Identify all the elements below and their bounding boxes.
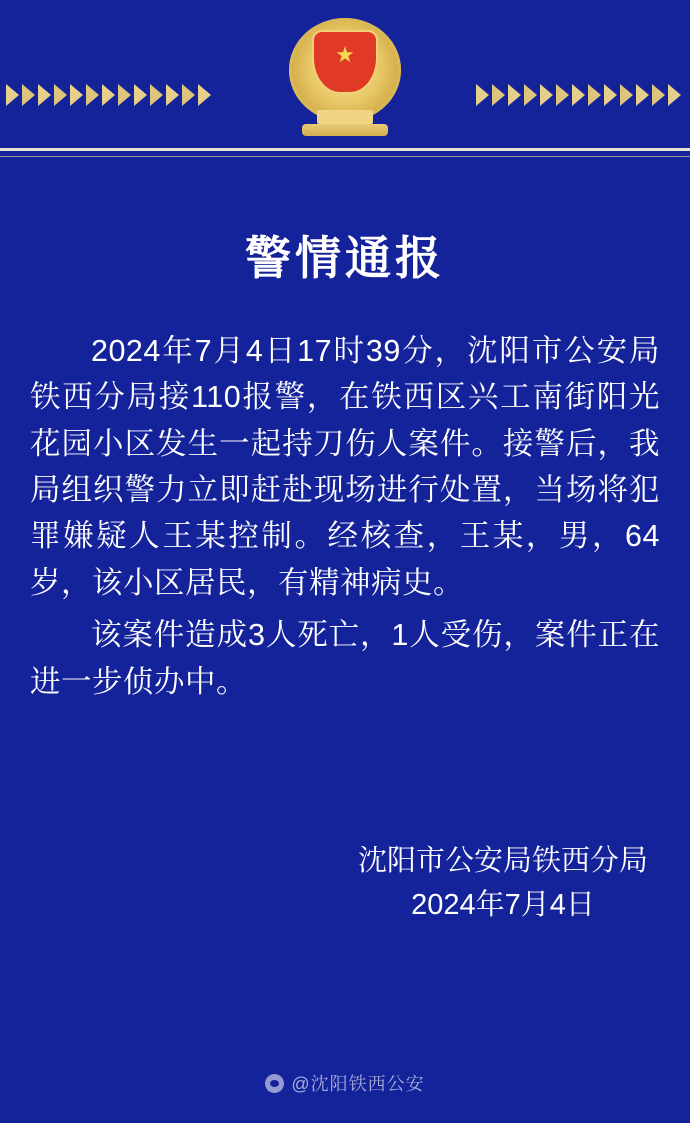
chevron-icon bbox=[86, 84, 99, 106]
divider-line bbox=[0, 148, 690, 151]
chevron-icon bbox=[524, 84, 537, 106]
chevron-icon bbox=[22, 84, 35, 106]
chevron-icon bbox=[102, 84, 115, 106]
chevron-row-left bbox=[6, 78, 214, 112]
chevron-icon bbox=[668, 84, 681, 106]
chevron-icon bbox=[588, 84, 601, 106]
chevron-icon bbox=[540, 84, 553, 106]
chevron-icon bbox=[492, 84, 505, 106]
chevron-icon bbox=[620, 84, 633, 106]
footer-account-label: @沈阳铁西公安 bbox=[291, 1074, 425, 1094]
chevron-icon bbox=[604, 84, 617, 106]
chevron-icon bbox=[54, 84, 67, 106]
chevron-icon bbox=[556, 84, 569, 106]
notice-paragraph-1: 2024年7月4日17时39分，沈阳市公安局铁西分局接110报警，在铁西区兴工南街阳光花园小区发生一起持刀伤人案件。接警后，我局组织警力立即赶赴现场进行处置，当场将犯罪嫌疑人王某控制。经核查，王某，男，64岁，该小区居民，有精神病史。 bbox=[30, 334, 660, 600]
chevron-icon bbox=[70, 84, 83, 106]
footer-watermark bbox=[0, 1043, 690, 1123]
chevron-icon bbox=[134, 84, 147, 106]
chevron-icon bbox=[652, 84, 665, 106]
chevron-icon bbox=[508, 84, 521, 106]
chevron-icon bbox=[572, 84, 585, 106]
poster-header bbox=[0, 0, 690, 148]
weibo-icon bbox=[265, 1074, 284, 1093]
emblem-star-icon: ★ bbox=[335, 42, 355, 67]
signature-organization: 沈阳市公安局铁西分局 bbox=[357, 845, 648, 877]
chevron-icon bbox=[166, 84, 179, 106]
police-emblem-icon bbox=[281, 14, 409, 138]
emblem-wall bbox=[317, 110, 373, 124]
page-title: 警情通报 bbox=[245, 232, 445, 284]
signature-block bbox=[358, 840, 648, 927]
chevron-icon bbox=[476, 84, 489, 106]
chevron-row-right bbox=[476, 78, 684, 112]
chevron-icon bbox=[198, 84, 211, 106]
signature-date: 2024年7月4日 bbox=[411, 888, 595, 921]
emblem-base bbox=[302, 124, 388, 136]
chevron-icon bbox=[150, 84, 163, 106]
notice-paragraph-2: 该案件造成3人死亡，1人受伤，案件正在进一步侦办中。 bbox=[30, 618, 660, 699]
divider-line-secondary bbox=[0, 156, 690, 157]
chevron-icon bbox=[182, 84, 195, 106]
chevron-icon bbox=[118, 84, 131, 106]
chevron-icon bbox=[636, 84, 649, 106]
chevron-icon bbox=[6, 84, 19, 106]
chevron-icon bbox=[38, 84, 51, 106]
